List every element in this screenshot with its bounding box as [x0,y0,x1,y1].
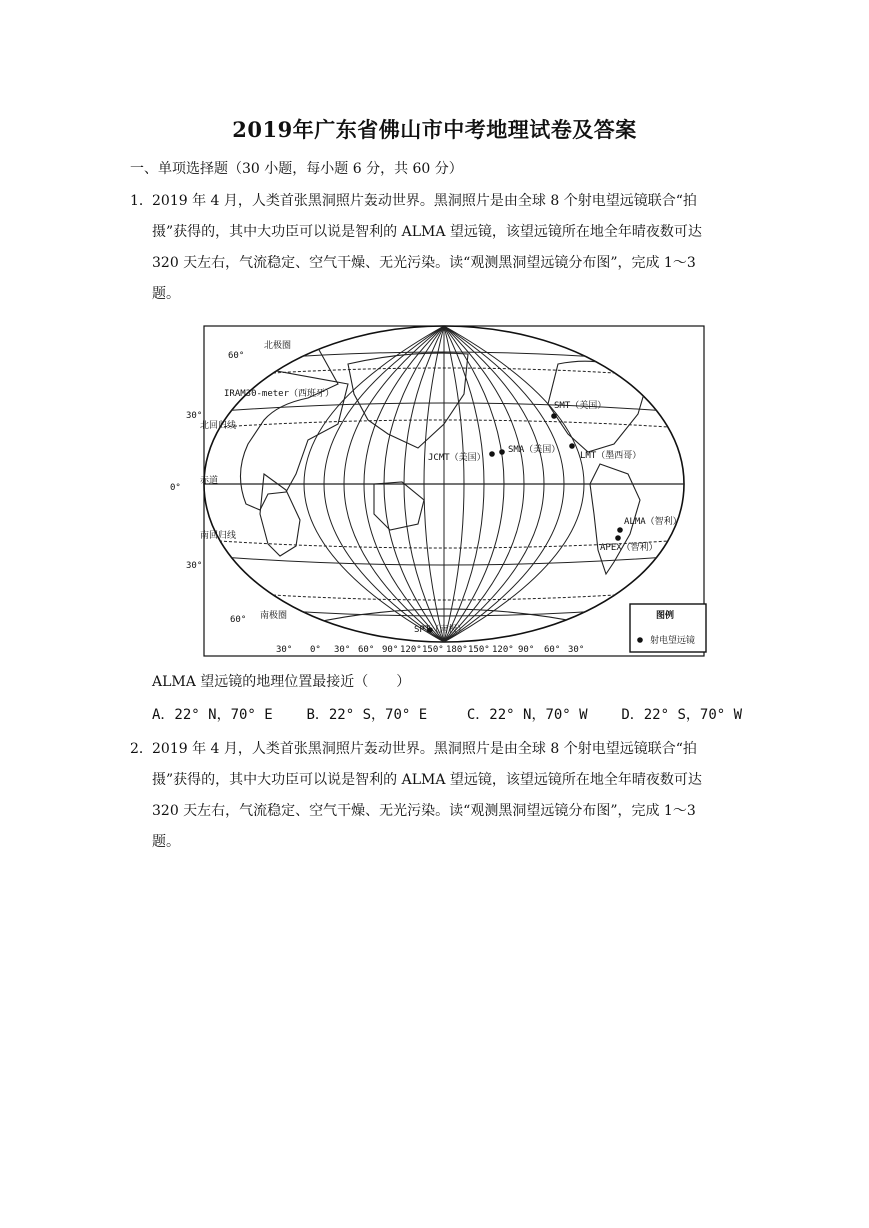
legend-title: 图例 [656,611,675,621]
legend-item: 射电望远镜 [650,636,696,646]
sub-question: ALMA 望远镜的地理位置最接近（ ） [152,674,411,690]
lon-label: 30° [334,645,351,655]
telescope-marker [499,449,505,455]
section-heading: 一、单项选择题（30 小题，每小题 6 分，共 60 分） [130,161,463,177]
telescope-label: JCMT（美国） [428,453,486,463]
question-text-line: 摄”获得的，其中大功臣可以说是智利的 ALMA 望远镜，该望远镜所在地全年晴夜数可达 [152,224,702,240]
answer-options [152,704,752,724]
tropic-of-capricorn-label: 南回归线 [200,531,237,541]
telescope-label: ALMA（智利） [624,517,682,527]
legend-marker [637,637,643,643]
telescope-label: IRAM30-meter（西班牙） [224,389,335,399]
lon-label: 120° [400,645,422,655]
question-text-line: 2019 年 4 月，人类首张黑洞照片轰动世界。黑洞照片是由全球 8 个射电望远镜联合“拍 [152,193,697,209]
question-text-line: 题。 [152,286,180,302]
lon-label: 150° [422,645,444,655]
telescope-label: LMT（墨西哥） [580,451,642,461]
lon-label: 30° [276,645,293,655]
page-title: 2019年广东省佛山市中考地理试卷及答案 [232,117,637,142]
telescope-label: SMA（美国） [508,445,561,455]
telescope-marker [615,535,621,541]
tropic-of-cancer-label: 北回归线 [200,421,237,431]
telescope-marker [489,451,495,457]
lon-label: 90° [518,645,535,655]
question-1 [130,186,736,310]
question-text-line: 2019 年 4 月，人类首张黑洞照片轰动世界。黑洞照片是由全球 8 个射电望远镜联合“拍 [152,741,697,757]
question-number: 1． [130,193,153,209]
antarctic-circle-label: 南极圈 [260,611,288,621]
lon-label: 180° [446,645,468,655]
option-b[interactable]: B．22° S，70° E [306,707,428,723]
lon-label: 150° [468,645,490,655]
telescope-marker [569,443,575,449]
lon-label: 0° [310,645,321,655]
telescope-distribution-map [168,324,708,660]
option-d[interactable]: D．22° S，70° W [621,707,743,723]
equator-label: 赤道 [200,476,219,486]
question-number: 2． [130,741,153,757]
question-text-line: 320 天左右，气流稳定、空气干燥、无光污染。读“观测黑洞望远镜分布图”，完成 1～3 [152,255,696,271]
telescope-marker [551,413,557,419]
lat-label: 30° [186,411,203,421]
question-text-line: 摄”获得的，其中大功臣可以说是智利的 ALMA 望远镜，该望远镜所在地全年晴夜数可达 [152,772,702,788]
lat-label: 60° [228,351,245,361]
lon-label: 30° [568,645,585,655]
telescope-label: APEX（智利） [600,543,658,553]
lat-label: 60° [230,615,247,625]
lon-label: 120° [492,645,514,655]
telescope-marker [617,527,623,533]
question-2 [130,734,736,858]
telescope-label: SMT（美国） [554,401,607,411]
lon-label: 60° [544,645,561,655]
option-a[interactable]: A．22° N，70° E [152,707,273,723]
option-c[interactable]: C．22° N，70° W [466,707,588,723]
telescope-label: SPT（南极） [414,625,467,635]
question-text-line: 320 天左右，气流稳定、空气干燥、无光污染。读“观测黑洞望远镜分布图”，完成 1～3 [152,803,696,819]
question-text-line: 题。 [152,834,180,850]
lon-label: 60° [358,645,375,655]
lon-label: 90° [382,645,399,655]
lat-label: 0° [170,483,181,493]
arctic-circle-label: 北极圈 [264,341,292,351]
lat-label: 30° [186,561,203,571]
